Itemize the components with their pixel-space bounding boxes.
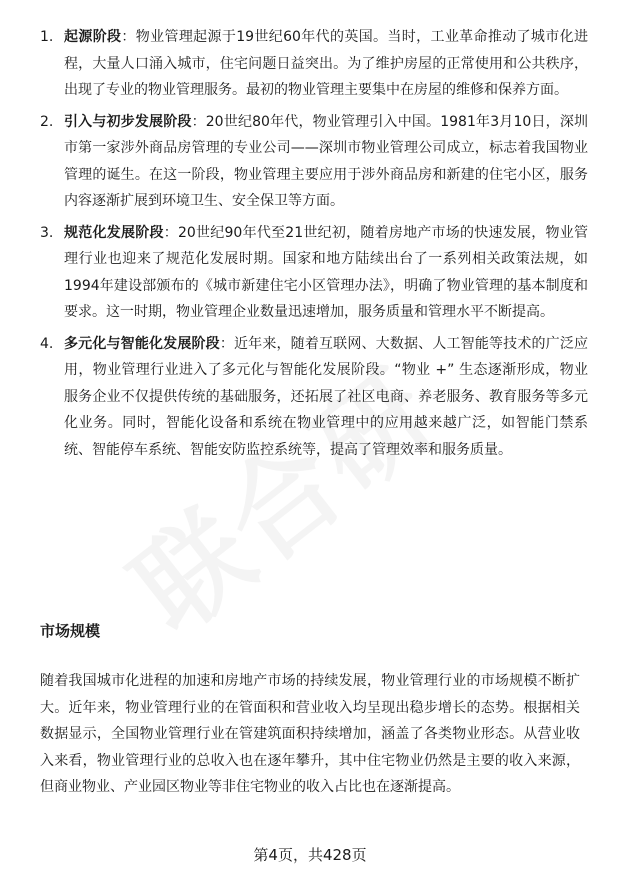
list-item-body bbox=[64, 24, 588, 104]
stage-text: ：20世纪90年代至21世纪初，随着房地产市场的快速发展，物业管理行业也迎来了规范化发展时期。国家和地方陆续出台了一系列相关政策法规，如1994年建设部颁布的《城市新建住宅小区管理办法》，明确了物业管理的基本制度和要求。这一时期，物业管理企业数量迅速增加，服务质量和管理水平不断提高。 bbox=[64, 224, 588, 320]
section-heading: 市场规模 bbox=[40, 622, 101, 640]
list-item-body bbox=[64, 220, 588, 326]
page-number-footer: 第4页，共428页 bbox=[253, 846, 367, 864]
list-number: 2. bbox=[40, 113, 54, 130]
stage-text: ：20世纪80年代，物业管理引入中国。1981年3月10日，深圳市第一家涉外商品房管理的专业公司——深圳市物业管理公司成立，标志着我国物业管理的诞生。在这一阶段，物业管理主要应用于涉外商品房和新建的住宅小区，服务内容逐渐扩展到环境卫生、安全保卫等方面。 bbox=[64, 113, 588, 209]
stage-term: 规范化发展阶段 bbox=[64, 224, 164, 241]
list-number: 4. bbox=[40, 335, 54, 352]
list-item bbox=[40, 220, 588, 326]
stage-term: 引入与初步发展阶段 bbox=[64, 113, 192, 130]
list-item bbox=[40, 331, 588, 464]
list-number: 3. bbox=[40, 224, 54, 241]
list-number: 1. bbox=[40, 29, 54, 45]
stage-term: 多元化与智能化发展阶段 bbox=[64, 335, 220, 352]
section-paragraph: 随着我国城市化进程的加速和房地产市场的持续发展，物业管理行业的市场规模不断扩大。近年来，物业管理行业的在管面积和营业收入均呈现出稳步增长的态势。根据相关数据显示，全国物业管理行业在管建筑面积持续增加，涵盖了各类物业形态。从营业收入来看，物业管理行业的总收入也在逐年攀升，其中住宅物业仍然是主要的收入来源，但商业物业、产业园区物业等非住宅物业的收入占比也在逐渐提高。 bbox=[40, 673, 580, 795]
list-item-body bbox=[64, 109, 588, 215]
stage-text: ：近年来，随着互联网、大数据、人工智能等技术的广泛应用，物业管理行业进入了多元化与智能化发展阶段。“物业 +” 生态逐渐形成，物业服务企业不仅提供传统的基础服务，还拓展了社区电商、养老服务、教育服务等多元化业务。同时，智能化设备和系统在物业管理中的应用越来越广泛，如智能门禁系统、智能停车系统、智能安防监控系统等，提高了管理效率和服务质量。 bbox=[64, 335, 589, 458]
development-stages-list bbox=[40, 24, 588, 468]
stage-term: 起源阶段 bbox=[64, 29, 122, 45]
stage-text: ：物业管理起源于19世纪60年代的英国。当时，工业革命推动了城市化进程，大量人口涌入城市，住宅问题日益突出。为了维护房屋的正常使用和公共秩序，出现了专业的物业管理服务。最初的物业管理主要集中在房屋的维修和保养方面。 bbox=[64, 29, 588, 98]
list-item bbox=[40, 24, 588, 104]
list-item bbox=[40, 109, 588, 215]
list-item-body bbox=[64, 331, 588, 464]
